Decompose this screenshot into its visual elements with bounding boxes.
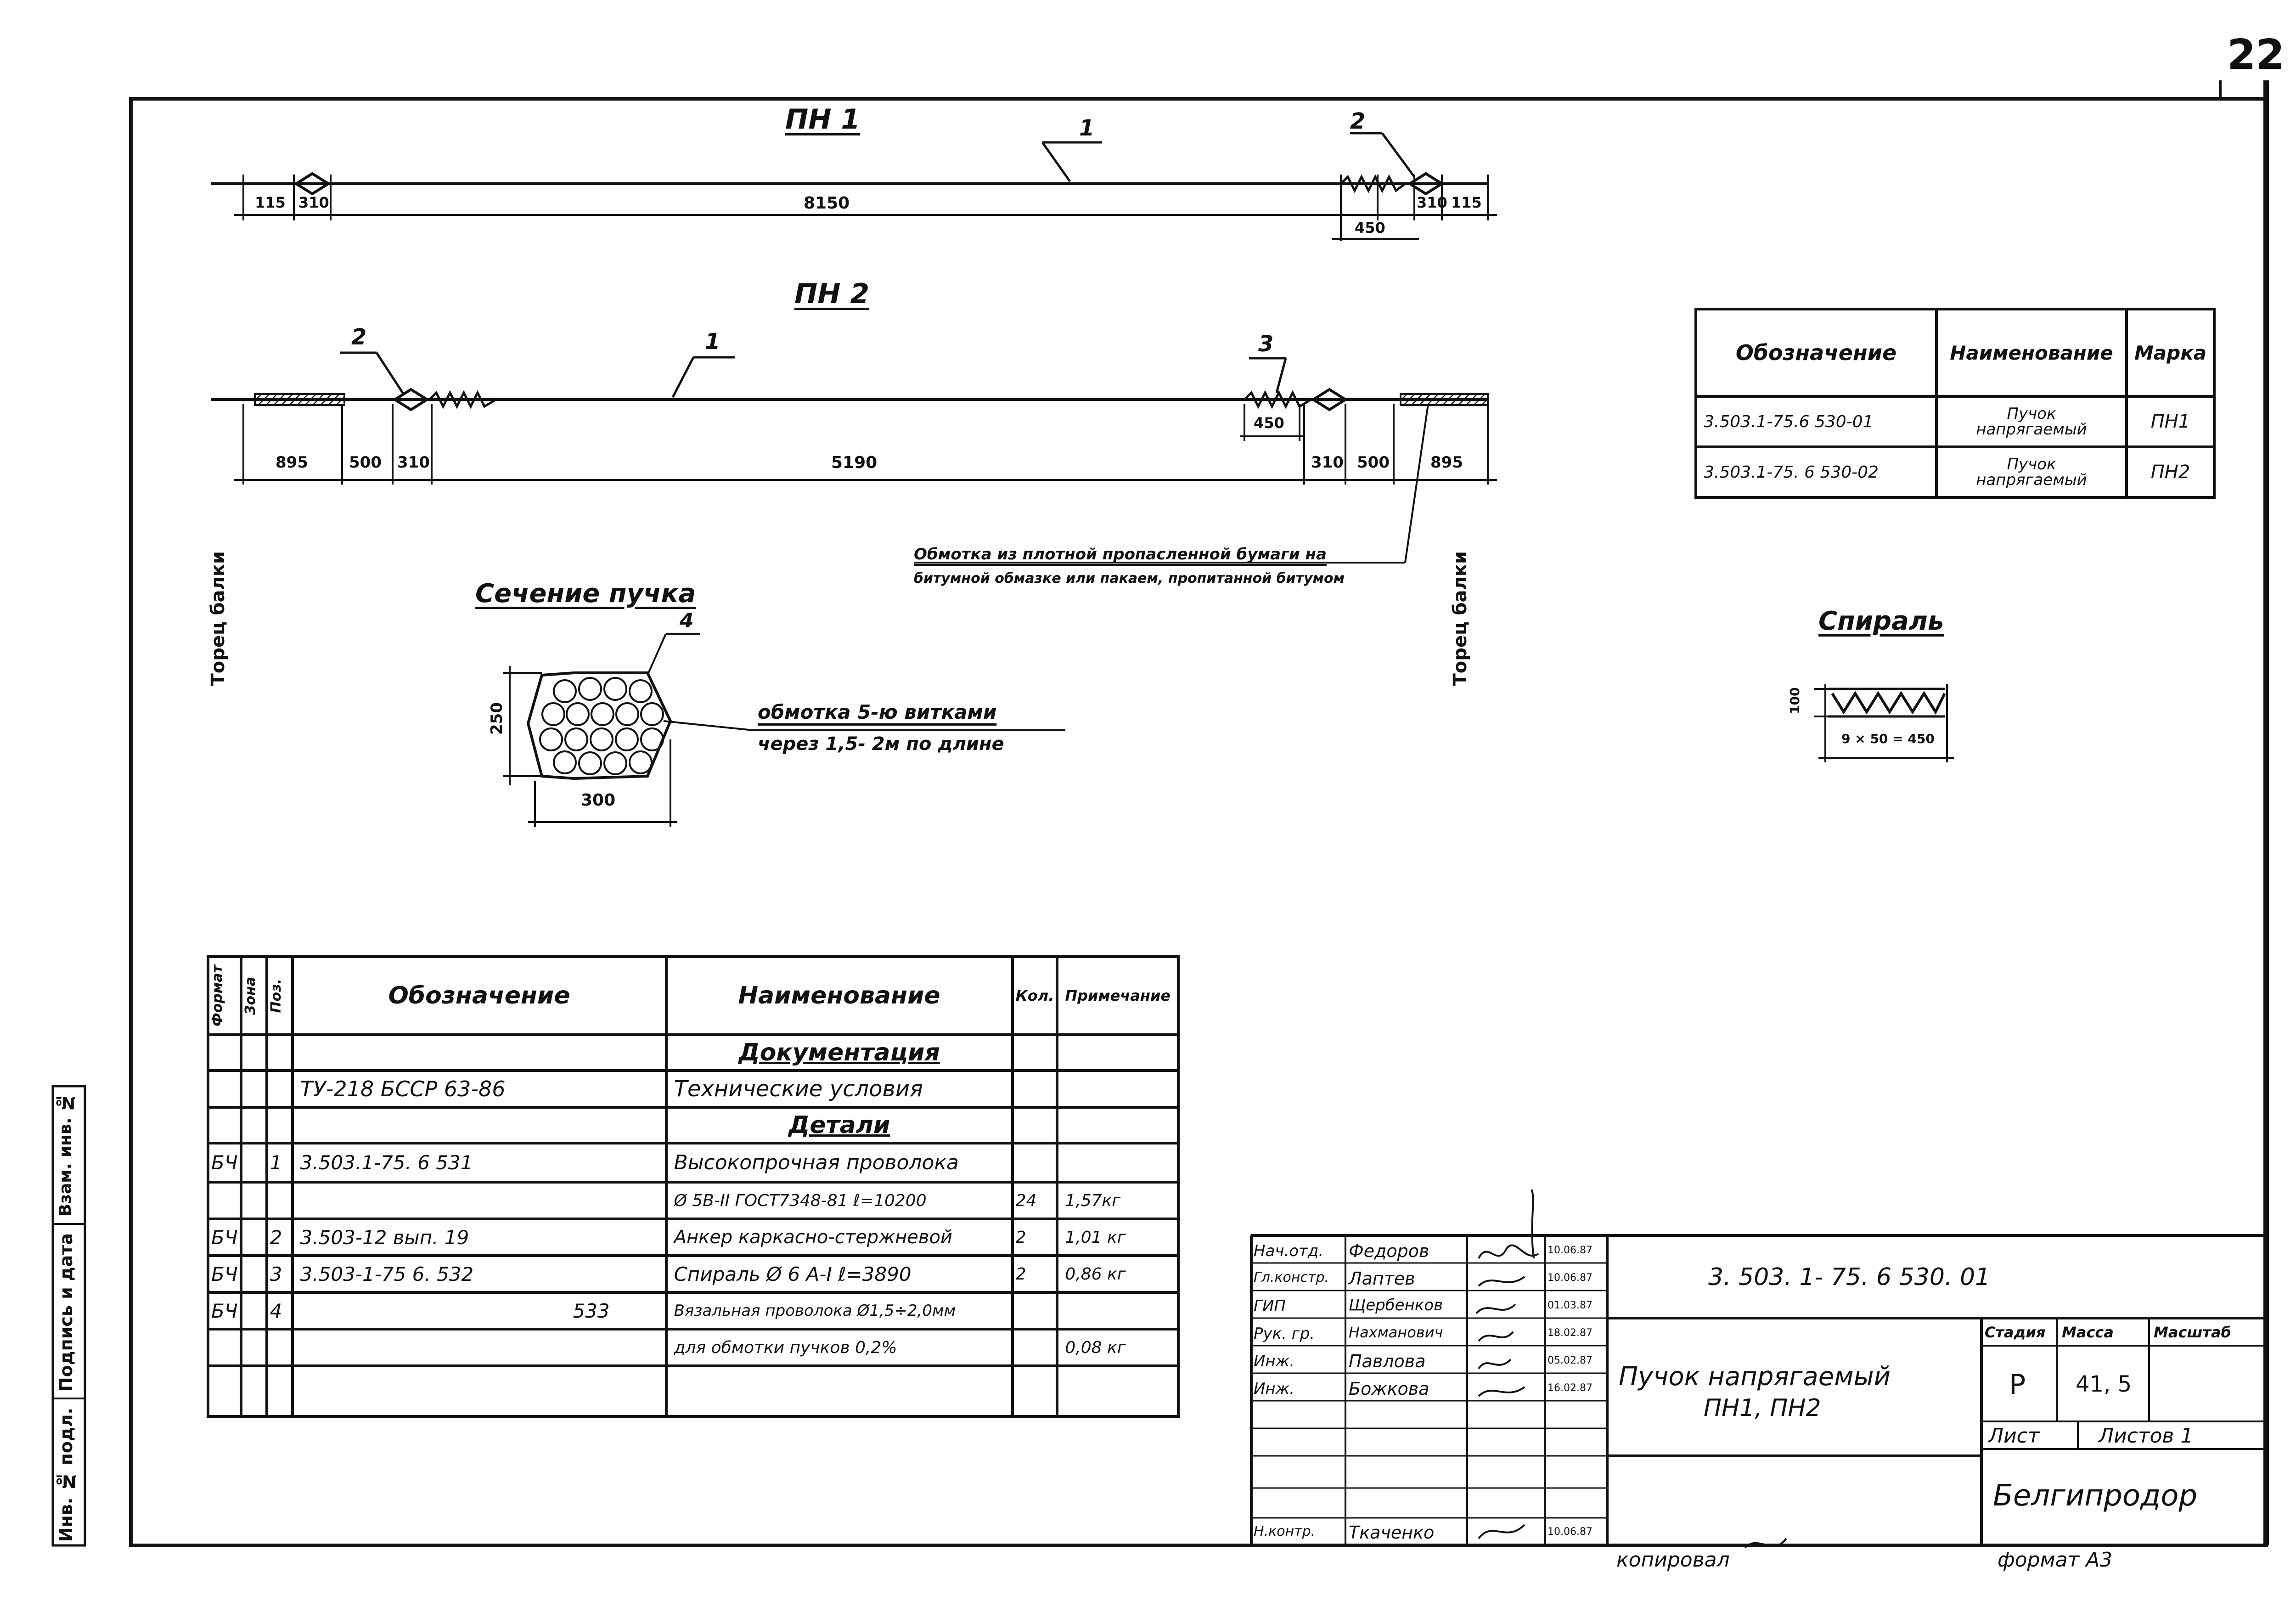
spec-row-name: Спираль Ø 6 А-I ℓ=3890: [666, 1256, 1013, 1292]
spec-row-note: [1057, 1071, 1178, 1107]
marks-row1-name: [1936, 396, 2127, 447]
pn2-dim-e: 500: [1357, 453, 1390, 472]
sheet-label: Лист: [1988, 1424, 2040, 1448]
spec-row-format: БЧ: [208, 1219, 241, 1256]
spec-row-name: Высокопрочная проволока: [666, 1143, 1013, 1182]
spec-section-parts: Детали: [666, 1107, 1013, 1143]
spec-c: [1057, 1107, 1178, 1143]
spec-row-format: БЧ: [208, 1292, 241, 1329]
spec-header-pos-text: Поз.: [268, 978, 284, 1013]
spec-c: [241, 1329, 267, 1366]
page-number: 22: [2227, 31, 2285, 79]
spec-row-qty: [1013, 1329, 1058, 1366]
spec-row-qty: 24: [1013, 1182, 1058, 1219]
spec-c: [293, 1035, 666, 1071]
pn2-callout-3: 3: [1258, 331, 1274, 357]
spec-row-name: для обмотки пучков 0,2%: [666, 1329, 1013, 1366]
staff-role-5: Инж.: [1254, 1380, 1295, 1398]
marks-header-mark: Марка: [2127, 309, 2214, 396]
spec-row-name: Ø 5В-II ГОСТ7348-81 ℓ=10200: [666, 1182, 1013, 1219]
spec-row-code: ТУ-218 БССР 63-86: [293, 1071, 666, 1107]
section-note-line2: через 1,5- 2м по длине: [758, 733, 1004, 755]
spec-c: [241, 1219, 267, 1256]
spec-c: [241, 1182, 267, 1219]
staff-date-2: 01.03.87: [1548, 1300, 1593, 1311]
spec-row-pos: 4: [267, 1292, 293, 1329]
spec-row-qty: [1013, 1292, 1058, 1329]
spec-row-note: 1,01 кг: [1057, 1219, 1178, 1256]
spec-row-pos: 2: [267, 1219, 293, 1256]
pn2-dim-main: 5190: [831, 453, 878, 472]
staff-date-1: 10.06.87: [1548, 1272, 1593, 1284]
beam-end-right-label: Торец балки: [1450, 551, 1471, 686]
spiral-title: Спираль: [1818, 606, 1944, 636]
spec-c: [208, 1107, 241, 1143]
spec-header-format: [208, 957, 241, 1035]
pn2-dim-f: 895: [1430, 453, 1463, 472]
section-width-dim: 300: [581, 791, 616, 810]
scale-label: Масштаб: [2154, 1324, 2231, 1341]
pn1-callout-2: 2: [1350, 108, 1366, 134]
section-note-line1: обмотка 5-ю витками: [758, 701, 997, 723]
spec-c: [241, 1292, 267, 1329]
staff-date-5: 16.02.87: [1548, 1382, 1593, 1394]
side-stamp-inv-no: Инв. № подл.: [56, 1408, 76, 1542]
spec-row-qty: [1013, 1071, 1058, 1107]
staff-name-2: Щербенков: [1349, 1296, 1443, 1314]
pn1-dim-spiral: 450: [1355, 219, 1385, 237]
marks-table: [1694, 308, 2216, 499]
pn1-title: ПН 1: [785, 103, 861, 135]
staff-role-3: Рук. гр.: [1254, 1325, 1315, 1343]
spec-row-name: Вязальная проволока Ø1,5÷2,0мм: [666, 1292, 1013, 1329]
spec-c: [1013, 1107, 1058, 1143]
doc-title-line2: ПН1, ПН2: [1704, 1394, 1821, 1422]
staff-name-4: Павлова: [1349, 1351, 1426, 1371]
spec-c: [208, 1366, 241, 1416]
spec-c: [267, 1366, 293, 1416]
spec-row-format: [208, 1329, 241, 1366]
doc-title-line1: Пучок напрягаемый: [1619, 1362, 1891, 1392]
staff-role-0: Нач.отд.: [1254, 1242, 1324, 1260]
spec-c: [666, 1366, 1013, 1416]
pn2-dim-d: 310: [1311, 453, 1344, 472]
spec-row-name: Анкер каркасно-стержневой: [666, 1219, 1013, 1256]
spec-row-qty: [1013, 1143, 1058, 1182]
spec-row-code: 3.503.1-75. 6 531: [293, 1143, 666, 1182]
spec-header-note: Примечание: [1057, 957, 1178, 1035]
side-stamp-signature: Подпись и дата: [56, 1233, 76, 1392]
pn2-title: ПН 2: [794, 278, 870, 310]
spec-c: [241, 1143, 267, 1182]
side-stamp-replaced: Взам. инв. №: [56, 1093, 75, 1217]
copied-label: копировал: [1616, 1548, 1730, 1572]
spec-row-format: [208, 1182, 241, 1219]
spec-row-name: Технические условия: [666, 1071, 1013, 1107]
staff-role-9: Н.контр.: [1254, 1523, 1316, 1539]
spiral-drawing: [1814, 684, 1954, 762]
pn2-callout-1: 1: [705, 329, 720, 355]
marks-row2-name: [1936, 447, 2127, 497]
spec-row-pos: [267, 1329, 293, 1366]
spec-c: [241, 1035, 267, 1071]
spec-row-qty: 2: [1013, 1219, 1058, 1256]
section-title: Сечение пучка: [475, 579, 696, 609]
spec-row-note: [1057, 1143, 1178, 1182]
marks-row1-name-l2: напрягаемый: [1976, 420, 2087, 439]
spiral-height-dim: 100: [1787, 687, 1802, 714]
spec-row-code: 3.503-1-75 6. 532: [293, 1256, 666, 1292]
staff-name-0: Федоров: [1349, 1241, 1429, 1261]
staff-name-5: Божкова: [1349, 1379, 1429, 1399]
staff-role-1: Гл.констр.: [1254, 1269, 1329, 1285]
beam-end-left-label: Торец балки: [208, 551, 229, 686]
spec-row-note: 0,86 кг: [1057, 1256, 1178, 1292]
staff-role-2: ГИП: [1254, 1297, 1286, 1315]
wrap-note-line2: битумной обмазке или пакаем, пропитанной битумом: [914, 570, 1345, 586]
spec-row-code: [293, 1329, 666, 1366]
spec-row-pos: [267, 1071, 293, 1107]
spec-c: [1013, 1035, 1058, 1071]
organization: Белгипродор: [1993, 1479, 2198, 1513]
format-label: формат А3: [1998, 1548, 2113, 1572]
section-callout-4: 4: [680, 609, 694, 632]
pn1-dim-main: 8150: [804, 194, 850, 213]
spec-row-note: 1,57кг: [1057, 1182, 1178, 1219]
doc-code: 3. 503. 1- 75. 6 530. 01: [1708, 1263, 1991, 1291]
stage-value: Р: [2009, 1369, 2026, 1401]
spec-row-format: [208, 1071, 241, 1107]
wrap-note-line1: Обмотка из плотной пропасленной бумаги на: [914, 545, 1327, 564]
spec-table: [207, 955, 1180, 1418]
spec-c: [1013, 1366, 1058, 1416]
spec-row-code: 3.503-12 вып. 19: [293, 1219, 666, 1256]
spec-header-qty: Кол.: [1013, 957, 1058, 1035]
marks-row2-name-l2: напрягаемый: [1976, 471, 2087, 489]
spec-row-note: [1057, 1292, 1178, 1329]
staff-date-4: 05.02.87: [1548, 1355, 1593, 1366]
staff-name-1: Лаптев: [1349, 1268, 1415, 1289]
pn1-dim-a: 115: [255, 194, 286, 211]
spec-c: [267, 1035, 293, 1071]
spec-row-pos: [267, 1182, 293, 1219]
pn1-drawing: [211, 133, 1497, 241]
pn1-dim-c: 310: [1417, 194, 1447, 211]
spec-header-code: Обозначение: [293, 957, 666, 1035]
spec-c: [208, 1035, 241, 1071]
pn2-dim-b: 500: [349, 453, 382, 472]
section-height-dim: 250: [488, 702, 506, 735]
spec-row-pos: 3: [267, 1256, 293, 1292]
spec-row-code: [293, 1182, 666, 1219]
spec-header-pos: [267, 957, 293, 1035]
pn1-dim-b: 310: [298, 194, 329, 211]
marks-row2-code: 3.503.1-75. 6 530-02: [1696, 447, 1936, 497]
staff-date-9: 10.06.87: [1548, 1526, 1593, 1538]
marks-header-code: Обозначение: [1696, 309, 1936, 396]
mass-value: 41, 5: [2076, 1371, 2132, 1397]
staff-role-4: Инж.: [1254, 1352, 1295, 1370]
spec-row-note: 0,08 кг: [1057, 1329, 1178, 1366]
pn1-callout-1: 1: [1079, 115, 1095, 141]
pn2-dim-spiral: 450: [1254, 414, 1284, 432]
pn1-dim-d: 115: [1451, 194, 1482, 211]
spec-c: [241, 1256, 267, 1292]
spec-row-qty: 2: [1013, 1256, 1058, 1292]
spec-row-format: БЧ: [208, 1256, 241, 1292]
spec-row-format: БЧ: [208, 1143, 241, 1182]
marks-row1-name-l1: Пучок: [2007, 405, 2056, 423]
spec-header-name: Наименование: [666, 957, 1013, 1035]
spec-c: [293, 1107, 666, 1143]
spec-c: [241, 1071, 267, 1107]
spiral-length-dim: 9 × 50 = 450: [1841, 731, 1935, 746]
spec-header-zone-text: Зона: [242, 976, 259, 1015]
marks-row2-name-l1: Пучок: [2007, 455, 2056, 474]
spec-row-pos: 1: [267, 1143, 293, 1182]
pn2-dim-a: 895: [276, 453, 308, 472]
marks-row1-code: 3.503.1-75.6 530-01: [1696, 396, 1936, 447]
spec-c: [241, 1366, 267, 1416]
staff-date-0: 10.06.87: [1548, 1245, 1593, 1256]
spec-c: [293, 1366, 666, 1416]
stage-label: Стадия: [1985, 1324, 2046, 1341]
spec-c: [1057, 1366, 1178, 1416]
pn2-callout-2: 2: [351, 324, 367, 350]
spec-c: [1057, 1035, 1178, 1071]
staff-name-9: Ткаченко: [1349, 1522, 1435, 1543]
staff-date-3: 18.02.87: [1548, 1327, 1593, 1339]
sheets-label: Листов 1: [2099, 1424, 2194, 1448]
spec-row-code: 533: [293, 1292, 666, 1329]
pn2-dim-c: 310: [397, 453, 430, 472]
spec-header-zone: [241, 957, 267, 1035]
marks-row1-mark: ПН1: [2127, 396, 2214, 447]
marks-row2-mark: ПН2: [2127, 447, 2214, 497]
staff-name-3: Нахманович: [1349, 1324, 1443, 1341]
mass-label: Масса: [2062, 1324, 2114, 1341]
spec-c: [241, 1107, 267, 1143]
marks-header-name: Наименование: [1936, 309, 2127, 396]
spec-c: [267, 1107, 293, 1143]
spec-header-format-text: Формат: [209, 965, 225, 1026]
spec-section-docs: Документация: [666, 1035, 1013, 1071]
